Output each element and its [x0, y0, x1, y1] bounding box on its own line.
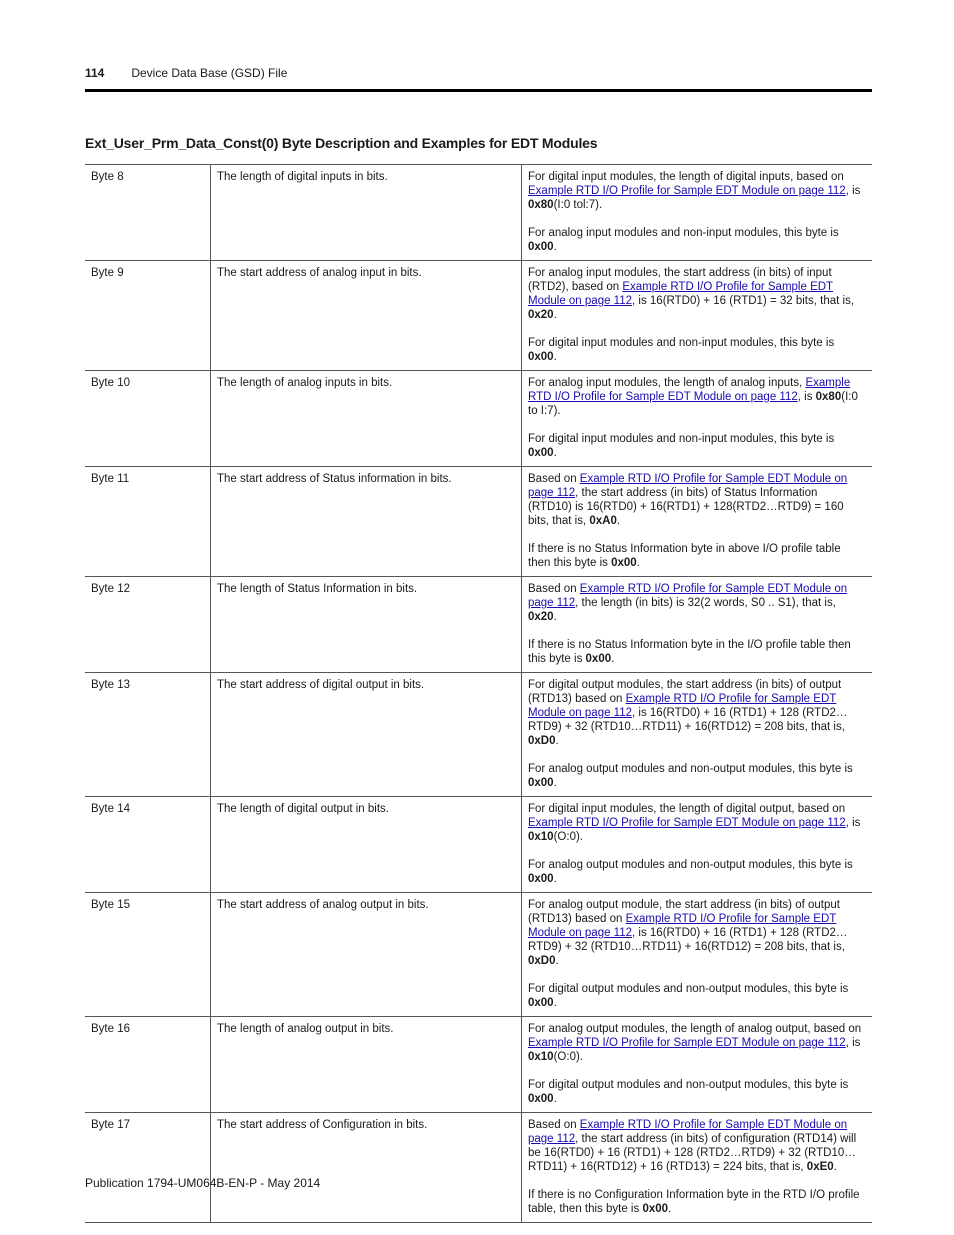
description-cell: [211, 797, 522, 893]
fallback-paragraph: [528, 1188, 864, 1216]
example-text: , is 16(RTD0) + 16 (RTD1) + 128 (RTD2…RTD9) + 32 (RTD10…RTD11) + 16(RTD12) = 208 bits, that is,: [528, 927, 848, 953]
fallback-text: .: [553, 241, 557, 253]
fallback-paragraph: [528, 336, 864, 364]
byte-label: Byte 15: [91, 899, 130, 911]
fallback-text: For digital input modules and non-input modules, this byte is: [528, 433, 835, 445]
example-paragraph: [528, 1118, 864, 1174]
byte-label: Byte 9: [91, 267, 124, 279]
hex-value: 0x00: [528, 777, 554, 789]
example-text: Based on: [528, 1119, 580, 1131]
byte-description: The start address of analog input in bits.: [217, 267, 422, 279]
example-text: , the start address (in bits) of configuration (RTD14) will be 16(RTD0) + 16 (RTD1) + 128 (RTD2…RTD9) + 32 (RTD10…RTD11) + 16(RTD12) + 16 (RTD13) = 224 bits, that is,: [528, 1133, 857, 1173]
profile-link[interactable]: Example RTD I/O Profile for Sample EDT Module on page 112: [528, 913, 837, 939]
example-text: .: [553, 611, 557, 623]
fallback-text: For digital output modules and non-output modules, this byte is: [528, 983, 849, 995]
example-cell: [522, 673, 873, 797]
example-text: Based on: [528, 583, 580, 595]
description-cell: [211, 1113, 522, 1223]
profile-link[interactable]: Example RTD I/O Profile for Sample EDT Module on page 112: [528, 817, 846, 829]
example-paragraph: [528, 170, 864, 212]
byte-description: The length of Status Information in bits.: [217, 583, 418, 595]
fallback-paragraph: [528, 638, 864, 666]
example-paragraph: [528, 266, 864, 322]
description-cell: [211, 673, 522, 797]
profile-link[interactable]: Example RTD I/O Profile for Sample EDT Module on page 112: [528, 1037, 846, 1049]
example-cell: [522, 893, 873, 1017]
fallback-text: For analog input modules and non-input modules, this byte is: [528, 227, 839, 239]
table-row: [85, 467, 872, 577]
example-text: , is 16(RTD0) + 16 (RTD1) = 32 bits, that is,: [632, 295, 855, 307]
profile-link[interactable]: Example RTD I/O Profile for Sample EDT Module on page 112: [528, 693, 837, 719]
table-row: [85, 1017, 872, 1113]
description-cell: [211, 893, 522, 1017]
byte-cell: [85, 673, 211, 797]
hex-value: 0xD0: [528, 955, 556, 967]
example-cell: [522, 165, 873, 261]
section-title: Device Data Base (GSD) File: [131, 66, 288, 80]
fallback-paragraph: [528, 858, 864, 886]
hex-value: 0x80: [815, 391, 842, 403]
example-paragraph: [528, 1022, 864, 1064]
byte-label: Byte 11: [91, 473, 130, 485]
table-row: [85, 261, 872, 371]
profile-link[interactable]: Example RTD I/O Profile for Sample EDT Module on page 112: [528, 473, 848, 499]
fallback-text: For digital input modules and non-input modules, this byte is: [528, 337, 835, 349]
example-text: (O:0).: [553, 1051, 583, 1063]
fallback-text: For digital output modules and non-output modules, this byte is: [528, 1079, 849, 1091]
fallback-text: If there is no Status Information byte in the I/O profile table then this byte is: [528, 639, 851, 665]
example-text: (I:0 to I:7).: [528, 391, 858, 417]
table-row: [85, 1113, 872, 1223]
example-cell: [522, 1113, 873, 1223]
hex-value: 0x20: [528, 611, 554, 623]
byte-cell: [85, 165, 211, 261]
description-cell: [211, 577, 522, 673]
header-rule: [85, 89, 872, 92]
description-cell: [211, 261, 522, 371]
example-text: .: [616, 515, 621, 527]
publication-footer: Publication 1794-UM064B-EN-P - May 2014: [85, 1176, 321, 1190]
fallback-paragraph: [528, 1078, 864, 1106]
profile-link[interactable]: Example RTD I/O Profile for Sample EDT Module on page 112: [528, 377, 851, 403]
byte-cell: [85, 261, 211, 371]
byte-description: The start address of digital output in bits.: [217, 679, 425, 691]
example-text: , is: [845, 1037, 861, 1049]
byte-description: The length of digital output in bits.: [217, 803, 389, 815]
page-number: 114: [85, 66, 105, 80]
example-text: (I:0 tol:7).: [553, 199, 603, 211]
example-cell: [522, 371, 873, 467]
hex-value: 0x00: [528, 1093, 554, 1105]
fallback-text: .: [553, 447, 557, 459]
example-cell: [522, 467, 873, 577]
byte-cell: [85, 467, 211, 577]
hex-value: 0x80: [528, 199, 554, 211]
fallback-paragraph: [528, 762, 864, 790]
hex-value: 0xE0: [806, 1161, 834, 1173]
example-text: , is: [845, 817, 861, 829]
byte-cell: [85, 577, 211, 673]
byte-label: Byte 13: [91, 679, 130, 691]
hex-value: 0x00: [528, 447, 554, 459]
example-cell: [522, 261, 873, 371]
table-row: [85, 371, 872, 467]
example-text: , the start address (in bits) of Status Information (RTD10) is 16(RTD0) + 16(RTD1) + 128(RTD2…RTD9) = 160 bits, that is,: [528, 487, 844, 527]
fallback-text: If there is no Configuration Information byte in the RTD I/O profile table, then this byte is: [528, 1189, 860, 1215]
example-text: For analog input modules, the start address (in bits) of input (RTD2), based on: [528, 267, 832, 293]
example-cell: [522, 797, 873, 893]
byte-label: Byte 16: [91, 1023, 130, 1035]
byte-description: The start address of analog output in bits.: [217, 899, 429, 911]
example-cell: [522, 1017, 873, 1113]
byte-cell: [85, 1017, 211, 1113]
byte-cell: [85, 1113, 211, 1223]
example-text: For digital input modules, the length of digital inputs, based on: [528, 171, 844, 183]
hex-value: 0x00: [611, 557, 637, 569]
example-text: .: [553, 309, 557, 321]
example-text: For digital input modules, the length of digital output, based on: [528, 803, 846, 815]
byte-description: The start address of Status information in bits.: [217, 473, 452, 485]
fallback-paragraph: [528, 226, 864, 254]
byte-cell: [85, 797, 211, 893]
fallback-text: .: [636, 557, 640, 569]
example-paragraph: [528, 472, 864, 528]
description-cell: [211, 371, 522, 467]
description-cell: [211, 165, 522, 261]
example-text: Based on: [528, 473, 580, 485]
byte-description: The start address of Configuration in bits.: [217, 1119, 428, 1131]
byte-description: The length of digital inputs in bits.: [217, 171, 388, 183]
fallback-text: .: [611, 653, 615, 665]
example-paragraph: [528, 802, 864, 844]
hex-value: 0x00: [528, 241, 554, 253]
hex-value: 0x10: [528, 831, 554, 843]
table-row: [85, 893, 872, 1017]
table-row: [85, 673, 872, 797]
fallback-text: .: [553, 997, 557, 1009]
hex-value: 0x00: [528, 873, 554, 885]
hex-value: 0x00: [528, 997, 554, 1009]
profile-link[interactable]: Example RTD I/O Profile for Sample EDT Module on page 112: [528, 281, 834, 307]
hex-value: 0x20: [528, 309, 554, 321]
fallback-paragraph: [528, 432, 864, 460]
fallback-text: If there is no Status Information byte in above I/O profile table then this byte is: [528, 543, 841, 569]
example-text: , is: [797, 391, 816, 403]
description-cell: [211, 467, 522, 577]
hex-value: 0x00: [585, 653, 612, 665]
example-text: .: [555, 955, 559, 967]
byte-label: Byte 10: [91, 377, 130, 389]
byte-cell: [85, 371, 211, 467]
fallback-paragraph: [528, 982, 864, 1010]
hex-value: 0x10: [528, 1051, 554, 1063]
example-text: .: [833, 1161, 837, 1173]
example-cell: [522, 577, 873, 673]
table-row: [85, 577, 872, 673]
hex-value: 0xA0: [589, 515, 617, 527]
fallback-text: .: [553, 873, 557, 885]
byte-label: Byte 17: [91, 1119, 130, 1131]
example-text: For analog output module, the start address (in bits) of output (RTD13) based on: [528, 899, 840, 925]
description-cell: [211, 1017, 522, 1113]
page-header: [85, 66, 287, 80]
byte-label: Byte 12: [91, 583, 130, 595]
fallback-text: .: [553, 777, 557, 789]
example-text: , the length (in bits) is 32(2 words, S0 .. S1), that is,: [575, 597, 836, 609]
byte-description: The length of analog output in bits.: [217, 1023, 394, 1035]
example-text: (O:0).: [553, 831, 583, 843]
example-paragraph: [528, 582, 864, 624]
fallback-text: For analog output modules and non-output modules, this byte is: [528, 859, 853, 871]
byte-description: The length of analog inputs in bits.: [217, 377, 393, 389]
example-text: .: [555, 735, 559, 747]
byte-cell: [85, 893, 211, 1017]
example-text: For digital output modules, the start address (in bits) of output (RTD13) based on: [528, 679, 842, 705]
fallback-text: .: [553, 351, 557, 363]
fallback-text: .: [668, 1203, 672, 1215]
table-row: [85, 797, 872, 893]
fallback-text: For analog output modules and non-output modules, this byte is: [528, 763, 853, 775]
hex-value: 0x00: [642, 1203, 669, 1215]
byte-description-table: [85, 164, 872, 1223]
profile-link[interactable]: Example RTD I/O Profile for Sample EDT Module on page 112: [528, 185, 846, 197]
fallback-text: .: [553, 1093, 557, 1105]
example-paragraph: [528, 376, 864, 418]
fallback-paragraph: [528, 542, 864, 570]
example-paragraph: [528, 898, 864, 968]
table-row: [85, 165, 872, 261]
byte-label: Byte 14: [91, 803, 130, 815]
hex-value: 0xD0: [528, 735, 556, 747]
table-title: Ext_User_Prm_Data_Const(0) Byte Description and Examples for EDT Modules: [85, 135, 598, 151]
example-text: , is 16(RTD0) + 16 (RTD1) + 128 (RTD2…RTD9) + 32 (RTD10…RTD11) + 16(RTD12) = 208 bits, that is,: [528, 707, 848, 733]
example-text: , is: [845, 185, 861, 197]
profile-link[interactable]: Example RTD I/O Profile for Sample EDT Module on page 112: [528, 583, 848, 609]
example-paragraph: [528, 678, 864, 748]
byte-label: Byte 8: [91, 171, 124, 183]
example-text: For analog output modules, the length of analog output, based on: [528, 1023, 862, 1035]
example-text: For analog input modules, the length of analog inputs,: [528, 377, 806, 389]
profile-link[interactable]: Example RTD I/O Profile for Sample EDT Module on page 112: [528, 1119, 848, 1145]
hex-value: 0x00: [528, 351, 554, 363]
